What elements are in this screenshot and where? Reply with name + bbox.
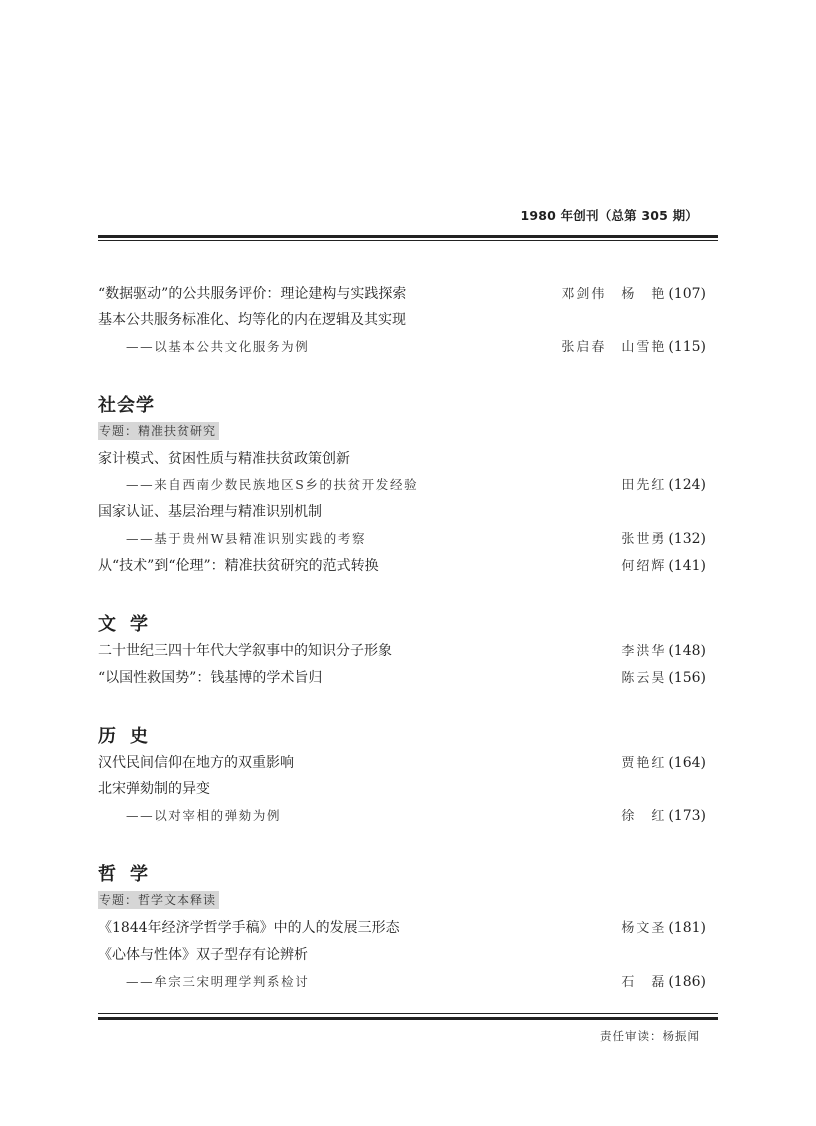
entry-author: 陈云昊 [621,671,667,686]
entry-meta [621,640,706,663]
entry-meta [621,667,706,690]
entry-title: “以国性救国势”：钱基博的学术旨归 [98,670,323,686]
toc-entry[interactable] [98,944,706,966]
entry-page: (186) [668,974,706,990]
toc-entry[interactable] [98,501,706,523]
entry-subtitle: ——以对宰相的弹劾为例 [126,808,282,823]
entry-page: (115) [668,339,706,355]
bottom-rule-thick [98,1017,718,1020]
entry-meta [561,336,706,359]
entry-author: 杨文圣 [621,921,667,936]
entry-page: (164) [668,755,706,771]
entry-meta [621,805,706,828]
toc-entry[interactable] [98,555,706,577]
entry-subtitle: ——基于贵州W县精准识别实践的考察 [126,531,367,546]
entry-author: 徐 红 [621,809,667,824]
entry-page: (124) [668,477,706,493]
entry-page: (132) [668,531,706,547]
entry-title: 国家认证、基层治理与精准识别机制 [98,504,322,520]
entry-author: 张启春 山雪艳 [561,340,667,355]
entry-page: (156) [668,670,706,686]
entry-meta [621,555,706,578]
section-heading-history: 历史 [98,726,162,747]
entry-subtitle: ——以基本公共文化服务为例 [126,339,310,354]
entry-author: 何绍辉 [621,559,667,574]
entry-author: 张世勇 [621,532,667,547]
entry-title: 从“技术”到“伦理”：精准扶贫研究的范式转换 [98,558,379,574]
section-heading-literature: 文学 [98,614,162,635]
toc-entry[interactable] [98,667,706,689]
entry-author: 田先红 [621,478,667,493]
toc-entry-subtitle[interactable] [98,528,706,550]
bottom-rule-thin [98,1013,718,1014]
entry-title: 《1844年经济学哲学手稿》中的人的发展三形态 [98,920,400,936]
entry-page: (107) [668,286,706,302]
entry-title: 汉代民间信仰在地方的双重影响 [98,755,294,771]
entry-author: 石 磊 [621,975,667,990]
entry-title: 基本公共服务标准化、均等化的内在逻辑及其实现 [98,312,406,328]
toc-entry-subtitle[interactable] [98,474,706,496]
toc-entry-subtitle[interactable] [98,971,706,993]
responsible-editor: 责任审读：杨振闻 [600,1029,700,1043]
masthead: 1980 年创刊（总第 305 期） [520,208,698,223]
section-heading-sociology: 社会学 [98,395,155,416]
entry-title: “数据驱动”的公共服务评价：理论建构与实践探索 [98,286,407,302]
toc-entry[interactable] [98,778,706,800]
entry-meta [621,528,706,551]
entry-author: 李洪华 [621,644,667,659]
entry-subtitle: ——牟宗三宋明理学判系检讨 [126,974,310,989]
entry-page: (141) [668,558,706,574]
toc-entry[interactable] [98,448,706,470]
entry-subtitle: ——来自西南少数民族地区S乡的扶贫开发经验 [126,477,419,492]
section-heading-philosophy: 哲学 [98,864,162,885]
entry-page: (148) [668,643,706,659]
top-rule-thin [98,240,718,241]
entry-title: 家计模式、贫困性质与精准扶贫政策创新 [98,451,350,467]
top-rule-thick [98,235,718,238]
entry-title: 《心体与性体》双子型存有论辨析 [98,947,308,963]
toc-entry[interactable] [98,752,706,774]
toc-entry[interactable] [98,309,706,331]
entry-meta [621,474,706,497]
toc-entry[interactable] [98,640,706,662]
section-topic-tag: 专题：精准扶贫研究 [98,422,219,440]
entry-meta [621,752,706,775]
entry-page: (181) [668,920,706,936]
toc-entry[interactable] [98,917,706,939]
entry-meta [621,971,706,994]
toc-entry[interactable] [98,283,706,305]
entry-title: 二十世纪三四十年代大学叙事中的知识分子形象 [98,643,392,659]
entry-author: 贾艳红 [621,756,667,771]
entry-page: (173) [668,808,706,824]
entry-meta [561,283,706,306]
section-topic-tag: 专题：哲学文本释读 [98,891,219,909]
toc-entry-subtitle[interactable] [98,336,706,358]
toc-entry-subtitle[interactable] [98,805,706,827]
entry-meta [621,917,706,940]
entry-title: 北宋弹劾制的异变 [98,781,210,797]
entry-author: 邓剑伟 杨 艳 [561,287,667,302]
